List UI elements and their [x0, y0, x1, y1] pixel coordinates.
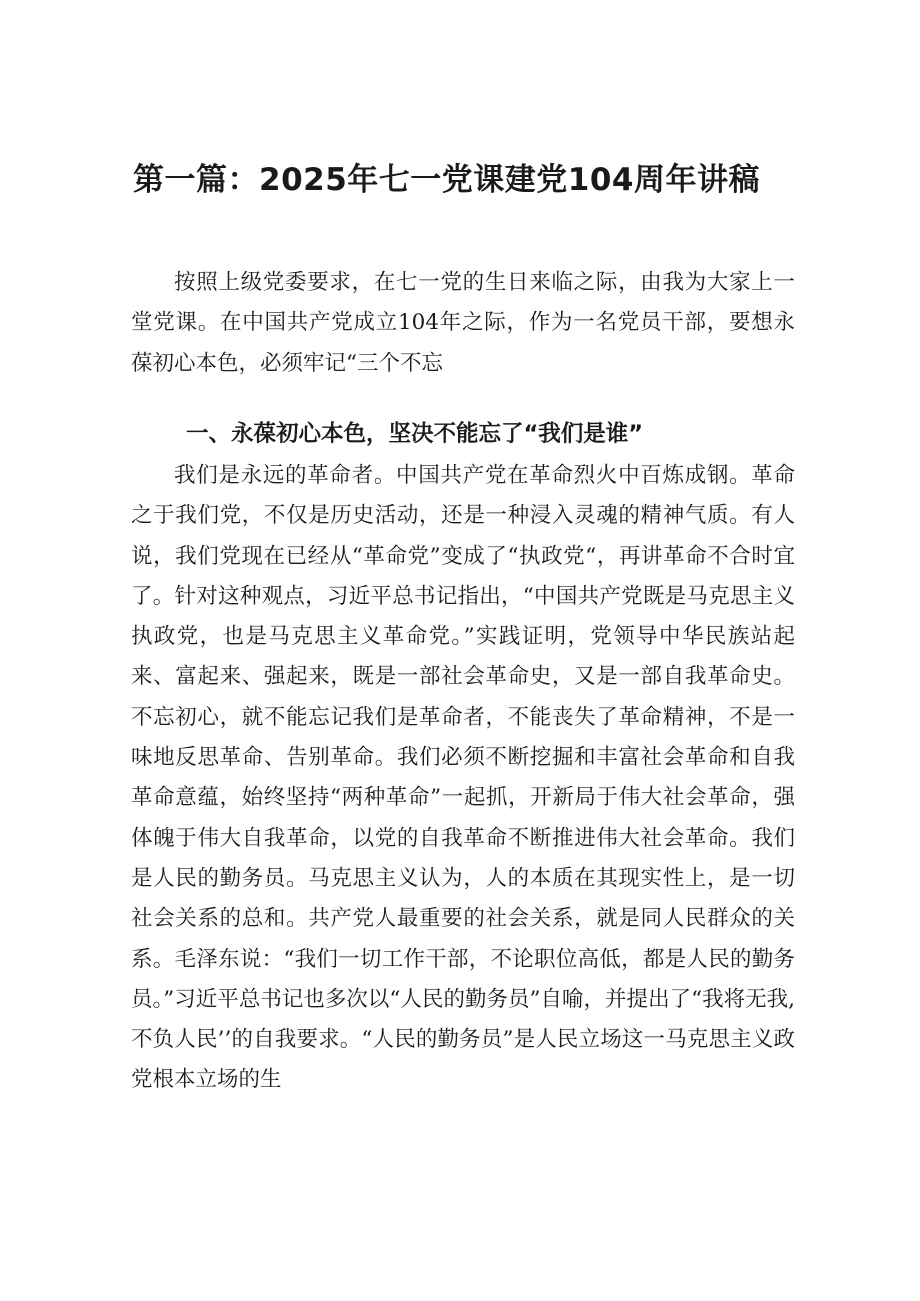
document-title: 第一篇：2025年七一党课建党104周年讲稿	[133, 162, 760, 198]
section-1-paragraph: 我们是永远的革命者。中国共产党在革命烈火中百炼成钢。革命之于我们党，不仅是历史活动，还是一种浸入灵魂的精神气质。有人说，我们党现在已经从“革命党”变成了“执政党“，再讲革命不合时宜了。针对这种观点，习近平总书记指出，“中国共产党既是马克思主义执政党，也是马克思主义革命党。”实践证明，党领导中华民族站起来、富起来、强起来，既是一部社会革命史，又是一部自我革命史。不忘初心，就不能忘记我们是革命者，不能丧失了革命精神，不是一味地反思革命、告别革命。我们必须不断挖掘和丰富社会革命和自我革命意蕴，始终坚持“两种革命”一起抓，开新局于伟大社会革命，强体魄于伟大自我革命，以党的自我革命不断推进伟大社会革命。我们是人民的勤务员。马克思主义认为，人的本质在其现实性上，是一切社会关系的总和。共产党人最重要的社会关系，就是同人民群众的关系。毛泽东说：“我们一切工作干部，不论职位高低，都是人民的勤务员。”习近平总书记也多次以“人民的勤务员”自喻，并提出了“我将无我,不负人民’’的自我要求。“人民的勤务员”是人民立场这一马克思主义政党根本立场的生	[131, 463, 795, 1093]
intro-paragraph: 按照上级党委要求，在七一党的生日来临之际，由我为大家上一堂党课。在中国共产党成立104年之际，作为一名党员干部，要想永葆初心本色，必须牢记“三个不忘	[131, 270, 795, 376]
section-heading-1: 一、永葆初心本色，坚决不能忘了“我们是谁”	[186, 421, 644, 447]
